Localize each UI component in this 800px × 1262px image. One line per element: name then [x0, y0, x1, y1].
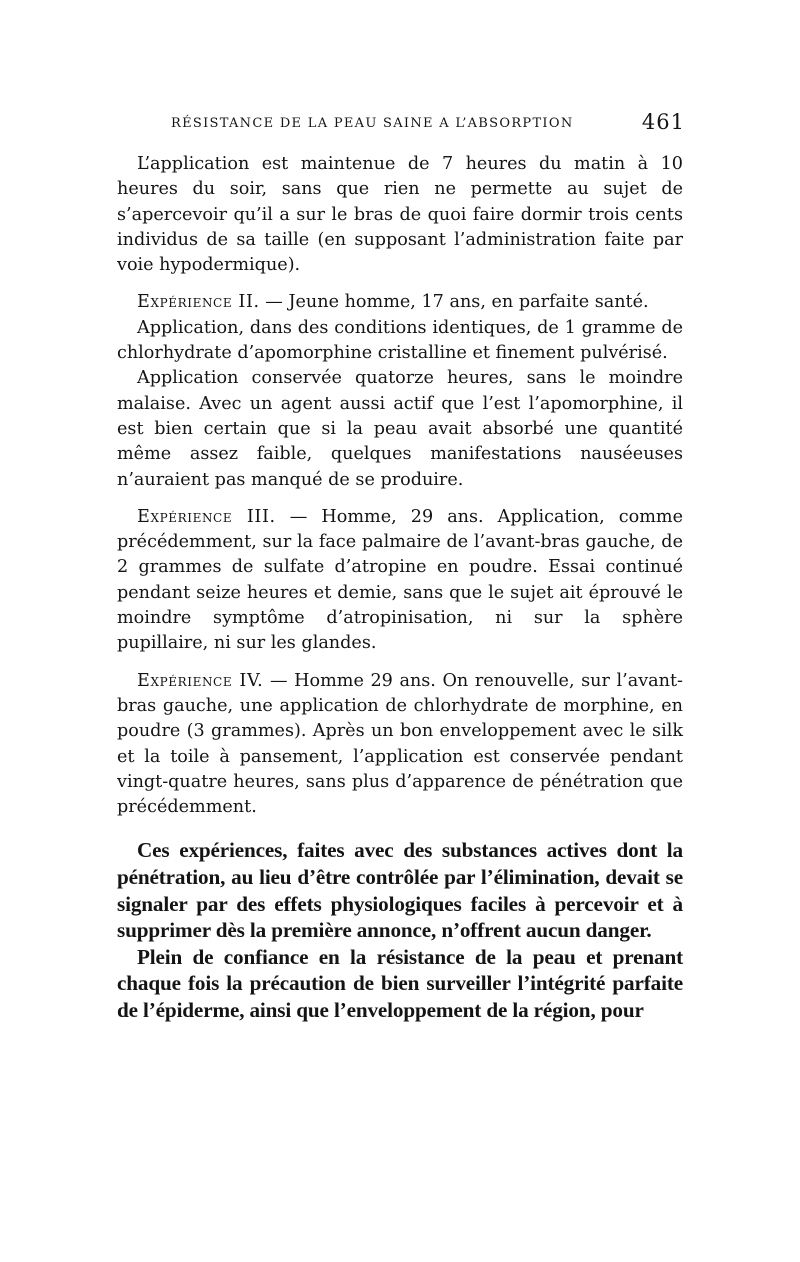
running-header — [117, 108, 683, 140]
paragraph-text: Application conservée quatorze heures, sans le moindre malaise. Avec un agent aussi actif que l’est l’apomorphine, il est bien certain que si la peau avait absorbé une quantité même assez faible, quelques manifestations nauséeuses n’auraient pas manqué de se produire. — [117, 368, 683, 490]
page-number: 461 — [641, 110, 685, 134]
running-title: RÉSISTANCE DE LA PEAU SAINE A L’ABSORPTION — [171, 116, 574, 131]
paragraph-text: — Homme, 29 ans. Application, comme précédemment, sur la face palmaire de l’avant-bras gauche, de 2 grammes de sulfate d’atropine en poudre. Essai continué pendant seize heures et demie, sans que le sujet ait éprouvé le moindre symptôme d’atropinisation, ni sur la sphère pupillaire, ni sur les glandes. — [117, 506, 683, 654]
paragraph-text: — Homme 29 ans. On renouvelle, sur l’avant-bras gauche, une application de chlorhydrate de morphine, en poudre (3 grammes). Après un bon enveloppement avec le silk et la toile à pansement, l’application est conservée pendant vingt-quatre heures, sans plus d’apparence de pénétration que précédemment. — [117, 670, 683, 818]
paragraph-text: — Jeune homme, 17 ans, en parfaite santé. — [259, 292, 649, 313]
paragraph-text: Ces expériences, faites avec des substances actives dont la pénétration, au lieu d’être contrôlée par l’élimination, devait se signaler par des effets physiologiques faciles à percevoir et à supprimer dès la première annonce, n’offrent aucun danger. — [117, 838, 683, 943]
paragraph-text: L’application est maintenue de 7 heures du matin à 10 heures du soir, sans que rien ne permette au sujet de s’apercevoir qu’il a sur le bras de quoi faire dormir trois cents individus de sa taille (en supposant l’administration faite par voie hypodermique). — [117, 154, 683, 276]
paragraph-experience-4 — [117, 669, 683, 821]
paragraph-confidence — [117, 944, 683, 1024]
paragraph-apomorphine-result — [117, 366, 683, 492]
paragraph-text: Plein de confiance en la résistance de la peau et prenant chaque fois la précaution de bien surveiller l’intégrité parfaite de l’épiderme, ainsi que l’enveloppement de la région, pour — [117, 944, 683, 1022]
experience-label: Expérience II. — [137, 292, 260, 313]
paragraph-apomorphine-application — [117, 316, 683, 367]
book-page — [117, 0, 683, 1262]
paragraph-experience-3 — [117, 505, 683, 657]
paragraph-conclusion — [117, 837, 683, 943]
experience-label: Expérience IV. — [137, 670, 264, 691]
paragraph-application-continued — [117, 152, 683, 278]
experience-label: Expérience III. — [137, 506, 276, 527]
paragraph-experience-2 — [117, 290, 683, 315]
body-text — [117, 152, 683, 1024]
paragraph-text: Application, dans des conditions identiques, de 1 gramme de chlorhydrate d’apomorphine cristalline et finement pulvérisé. — [117, 317, 683, 364]
